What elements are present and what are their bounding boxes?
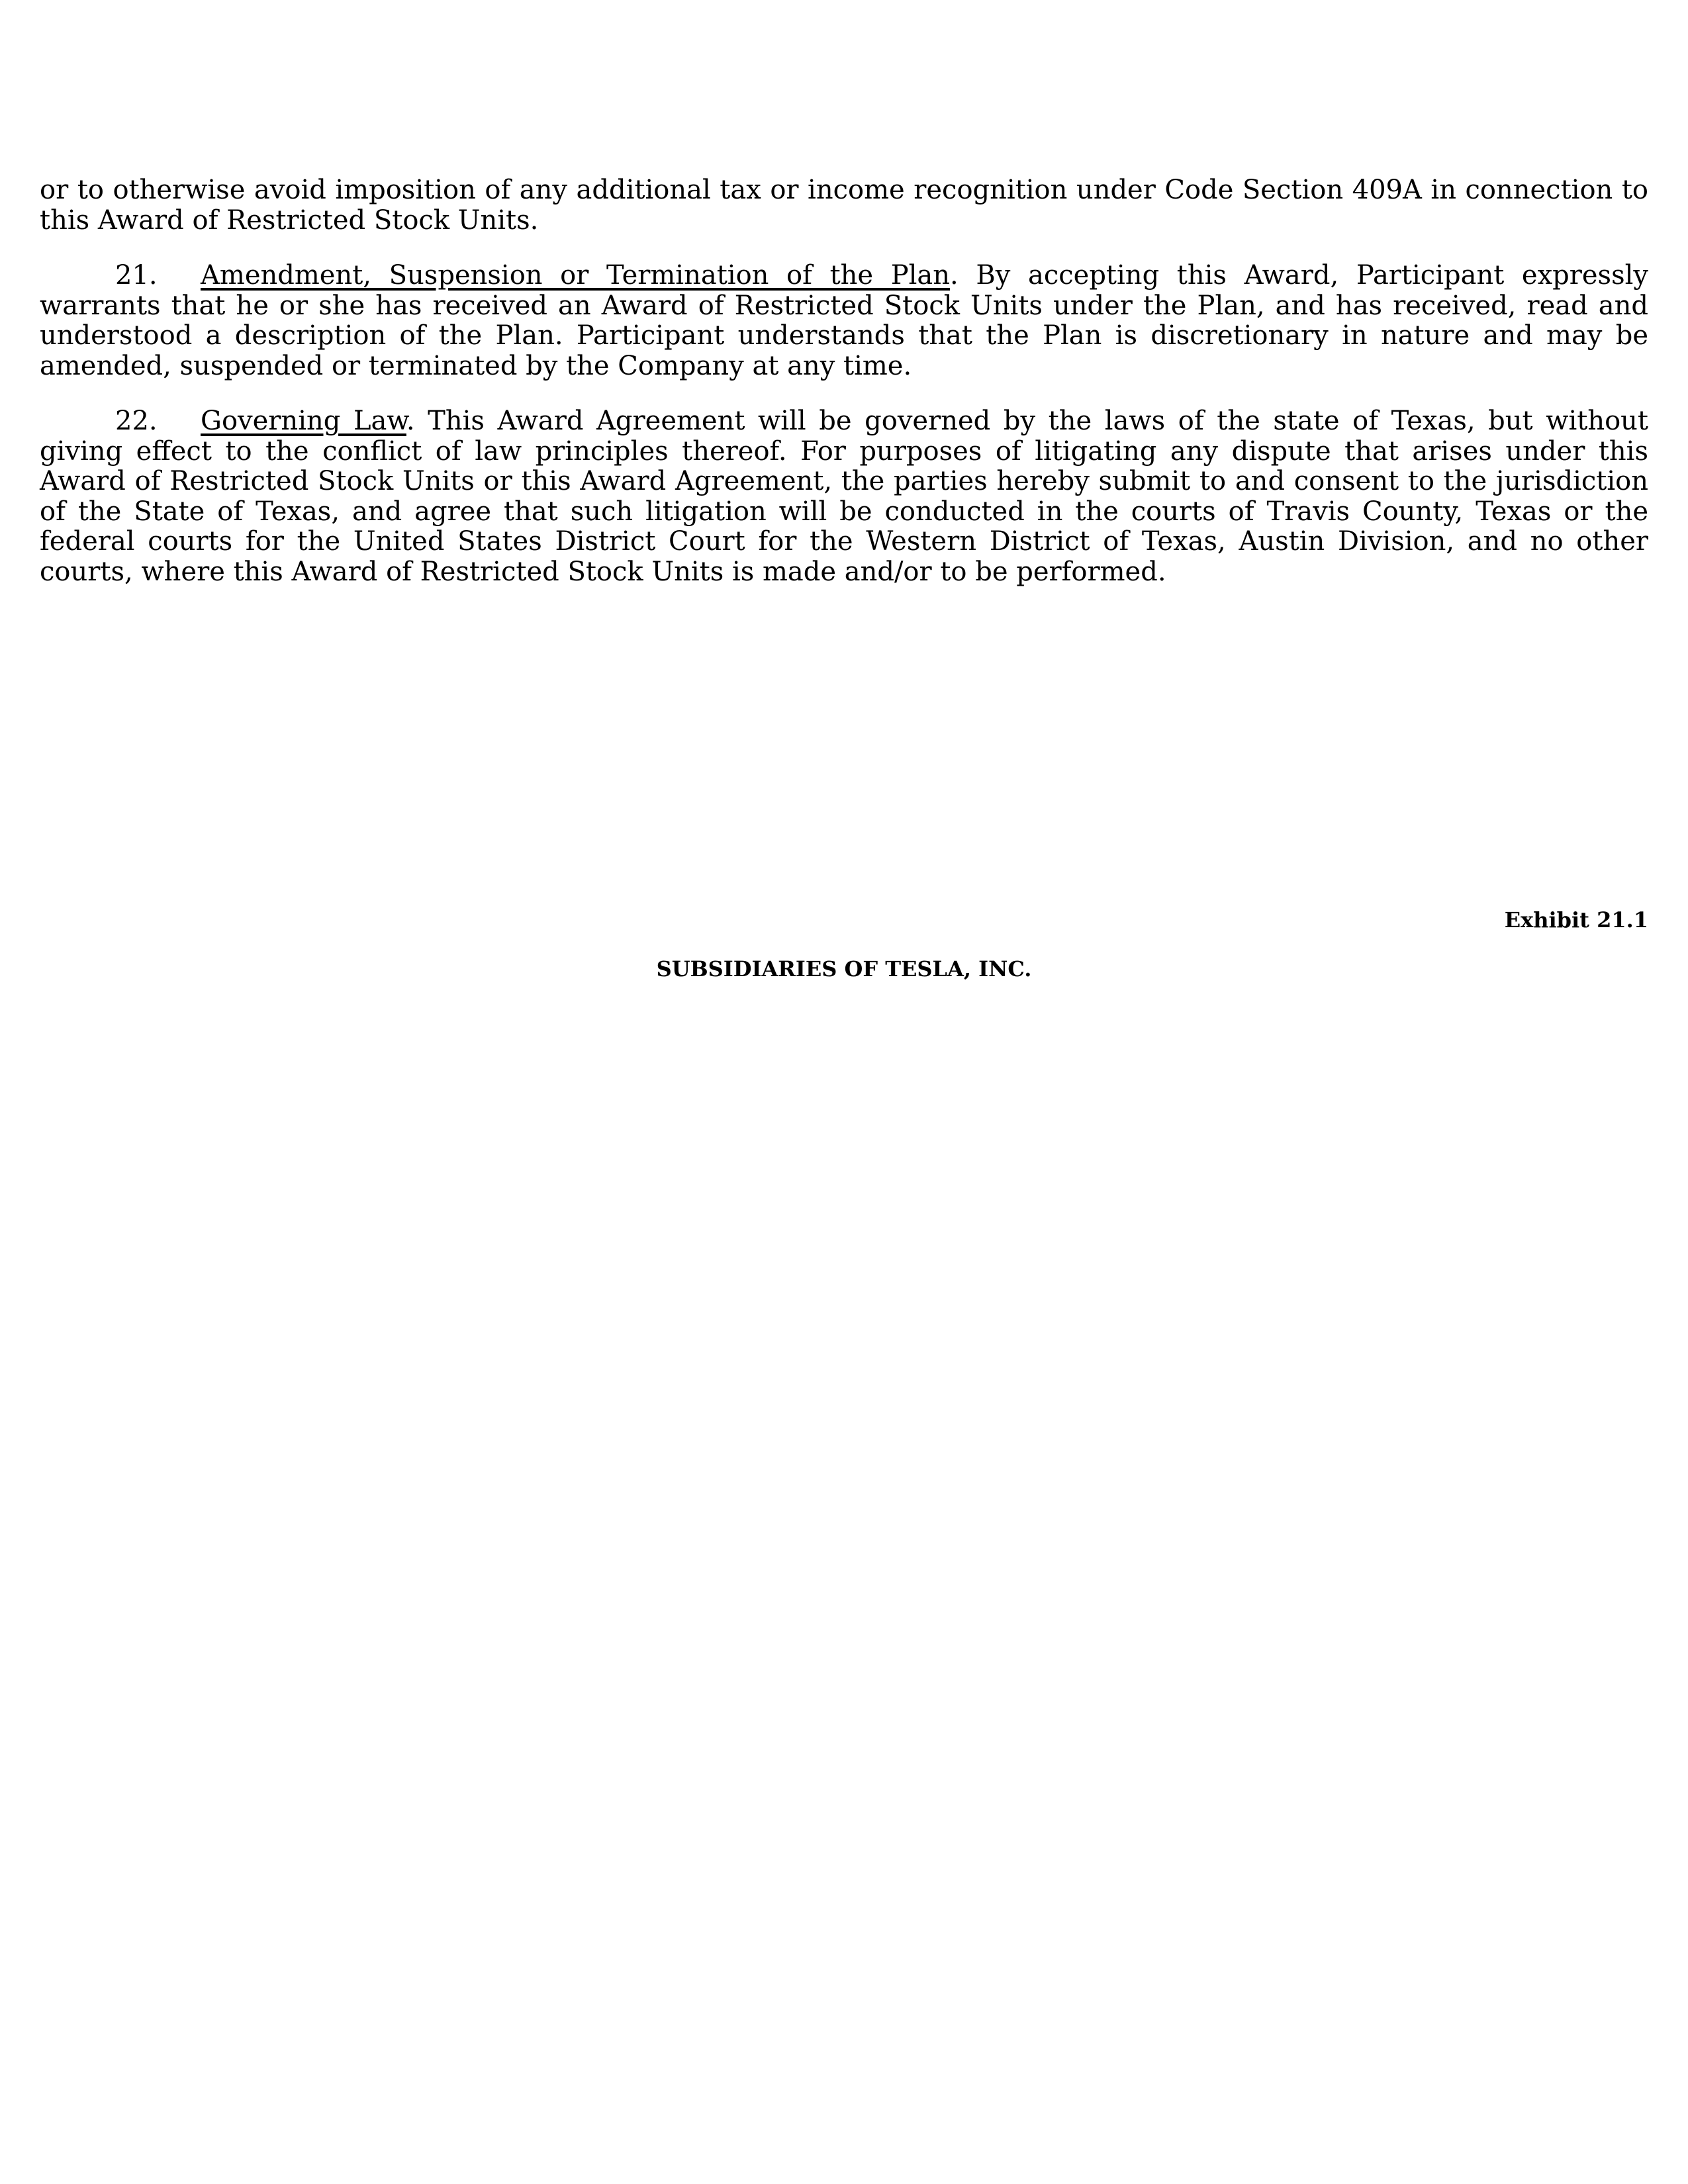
section-21-heading: Amendment, Suspension or Termination of the Plan	[201, 260, 951, 291]
section-21-paragraph	[40, 261, 1648, 381]
section-22-body: . This Award Agreement will be governed by the laws of the state of Texas, but without giving effect to the conflict of law principles thereof. For purposes of litigating any dispute that arises under this Award of Restricted Stock Units or this Award Agreement, the parties hereby submit to and consent to the jurisdiction of the State of Texas, and agree that such litigation will be conducted in the courts of Travis County, Texas or the federal courts for the United States District Court for the Western District of Texas, Austin Division, and no other courts, where this Award of Restricted Stock Units is made and/or to be performed.	[40, 406, 1649, 587]
exhibit-label: Exhibit 21.1	[1504, 907, 1648, 933]
section-21-number: 21.	[115, 260, 158, 291]
section-22-number: 22.	[115, 406, 158, 436]
continuation-paragraph: or to otherwise avoid imposition of any additional tax or income recognition under Code Section 409A in connection to this Award of Restricted Stock Units.	[40, 175, 1648, 236]
section-21-body: . By accepting this Award, Participant expressly warrants that he or she has received an Award of Restricted Stock Units under the Plan, and has received, read and understood a description of the Plan. Participant understands that the Plan is discretionary in nature and may be amended, suspended or terminated by the Company at any time.	[40, 260, 1648, 381]
subsidiaries-title: SUBSIDIARIES OF TESLA, INC.	[656, 956, 1032, 981]
section-22-heading: Governing Law	[201, 406, 406, 436]
section-22-paragraph	[40, 406, 1648, 587]
document-body	[40, 175, 1648, 587]
